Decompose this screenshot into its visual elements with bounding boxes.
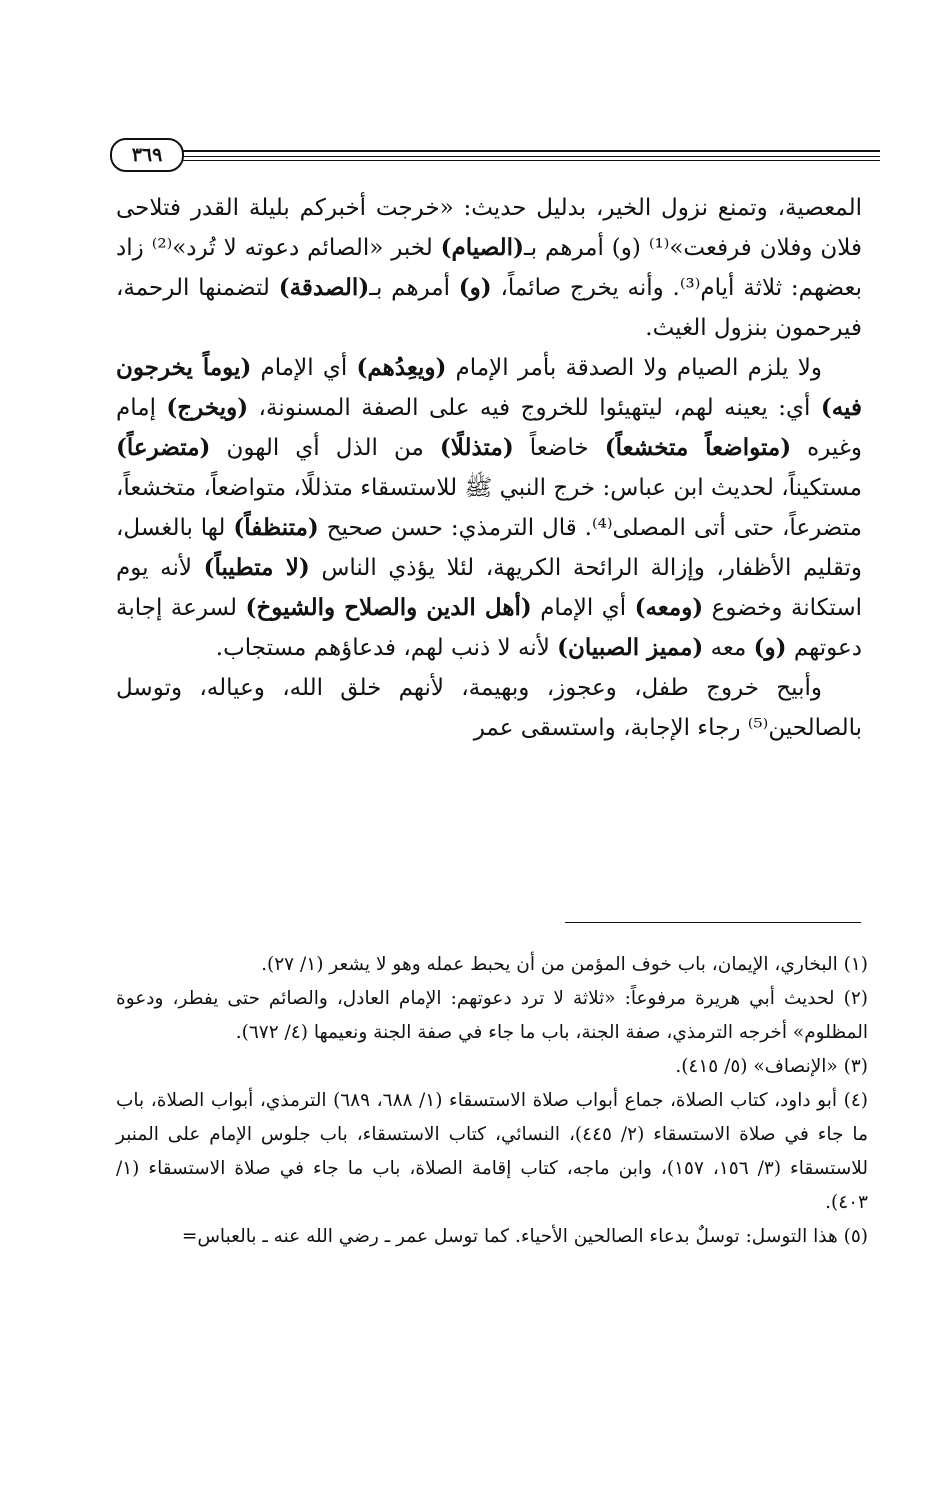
footnote-text: هذا التوسل: توسلٌ بدعاء الصالحين الأحياء. كما توسل عمر ـ رضي الله عنه ـ بالعباس= [181, 1226, 838, 1247]
bold-term: (ومعه) [634, 594, 704, 621]
bold-term: (و) [753, 634, 787, 661]
text-run: ⁽⁵⁾ [747, 715, 769, 741]
text-run: (و) أمرهم بـ [523, 235, 649, 261]
text-run: من الذل أي الهون [210, 435, 440, 461]
main-text [116, 188, 862, 748]
text-run: لسرعة إجابة دعوتهم [116, 595, 862, 661]
text-run: ⁽¹⁾ [648, 235, 670, 261]
footnote [116, 948, 868, 982]
bold-term: (مميز الصبيان) [557, 634, 704, 661]
footnote-number: (١) [843, 954, 868, 975]
footnote-text: لحديث أبي هريرة مرفوعاً: «ثلاثة لا ترد دعوتهم: الإمام العادل، والصائم حتى يفطر، ودعوة المظلوم» أخرجه الترمذي، صفة الجنة، باب ما جاء في صفة الجنة ونعيمها (٤/ ٦٧٢). [116, 988, 868, 1043]
footnote-text: «الإنصاف» (٥/ ٤١٥). [675, 1056, 838, 1077]
bold-term: (ويخرج) [166, 394, 249, 421]
paragraph [116, 188, 862, 348]
text-run: معه [703, 635, 754, 661]
bold-term: (أهل الدين والصلاح والشيوخ) [245, 594, 532, 621]
footnote-separator [565, 922, 861, 923]
text-run: رجاء الإجابة، واستسقى عمر [473, 715, 748, 741]
bold-term: (الصدقة) [278, 274, 370, 301]
text-run: لخبر «الصائم دعوته لا تُرد» [172, 235, 441, 261]
header-rule-thick [172, 150, 880, 152]
bold-term: (متضرعاً) [116, 434, 211, 461]
text-run: أي الإمام [251, 355, 357, 381]
text-run: إمام وغيره [116, 395, 862, 461]
bold-term: (متنظفاً) [233, 514, 319, 541]
bold-term: (و) [458, 274, 492, 301]
footnotes [116, 948, 868, 1254]
text-run: أي: يعينه لهم، ليتهيئوا للخروج فيه على الصفة المسنونة، [248, 395, 821, 421]
footnote [116, 1220, 868, 1254]
text-run: . قال الترمذي: حسن صحيح [318, 515, 592, 541]
footnote-number: (٢) [843, 988, 868, 1009]
text-run: ⁽³⁾ [679, 275, 701, 301]
footnote-number: (٣) [843, 1056, 868, 1077]
paragraph [116, 348, 862, 668]
footnote-text: البخاري، الإيمان، باب خوف المؤمن من أن يحبط عمله وهو لا يشعر (١/ ٢٧). [261, 954, 838, 975]
text-run: أمرهم بـ [369, 275, 459, 301]
text-run: ولا يلزم الصيام ولا الصدقة بأمر الإمام [446, 355, 822, 381]
text-run: لأنه يوم استكانة وخضوع [116, 555, 862, 621]
text-run: لها بالغسل، وتقليم الأظفار، وإزالة الرائحة الكريهة، لئلا يؤذي الناس [116, 515, 863, 581]
header-rule-thin [172, 156, 880, 157]
text-run: لتضمنها الرحمة، فيرحمون بنزول الغيث. [116, 275, 862, 341]
bold-term: (يوماً يخرجون فيه) [116, 354, 862, 421]
header-rule-thin-2 [172, 160, 880, 161]
bold-term: (ويعِدُهم) [356, 354, 447, 381]
bold-term: (لا متطيباً) [203, 554, 310, 581]
text-run: مستكيناً، لحديث ابن عباس: خرج النبي ﷺ للاستسقاء متذللًا، متواضعاً، متخشعاً، متضرعاً، حتى أتى المصلى [116, 475, 862, 541]
text-run: زاد بعضهم: ثلاثة أيام [116, 235, 862, 301]
footnote-number: (٥) [843, 1226, 868, 1247]
text-run: ⁽⁴⁾ [591, 515, 613, 541]
text-run: . وأنه يخرج صائماً، [491, 275, 680, 301]
footnote-number: (٤) [843, 1090, 868, 1111]
text-run: وأبيح خروج طفل، وعجوز، وبهيمة، لأنهم خلق الله، وعياله، وتوسل بالصالحين [116, 675, 862, 741]
bold-term: (متذللًا) [439, 434, 514, 461]
text-run: خاضعاً [513, 435, 605, 461]
page-number: ٣٦٩ [110, 138, 184, 172]
footnote [116, 1084, 868, 1220]
bold-term: (الصيام) [440, 234, 524, 261]
page-header [110, 138, 880, 172]
text-run: لأنه لا ذنب لهم، فدعاؤهم مستجاب. [215, 635, 558, 661]
text-run: المعصية، وتمنع نزول الخير، بدليل حديث: «خرجت أخبركم بليلة القدر فتلاحى فلان وفلان فرفعت» [116, 195, 862, 261]
text-run: ⁽²⁾ [151, 235, 173, 261]
paragraph [116, 668, 862, 748]
footnote-text: أبو داود، كتاب الصلاة، جماع أبواب صلاة الاستسقاء (١/ ٦٨٨، ٦٨٩) الترمذي، أبواب الصلاة، باب ما جاء في صلاة الاستسقاء (٢/ ٤٤٥)، النسائي، كتاب الاستسقاء، باب جلوس الإمام على المنبر للاستسقاء (٣/ ١٥٦، ١٥٧)، وابن ماجه، كتاب إقامة الصلاة، باب ما جاء في صلاة الاستسقاء (١/ ٤٠٣). [116, 1090, 868, 1213]
footnote [116, 1050, 868, 1084]
text-run: أي الإمام [531, 595, 635, 621]
footnote [116, 982, 868, 1050]
bold-term: (متواضعاً متخشعاً) [604, 434, 792, 461]
